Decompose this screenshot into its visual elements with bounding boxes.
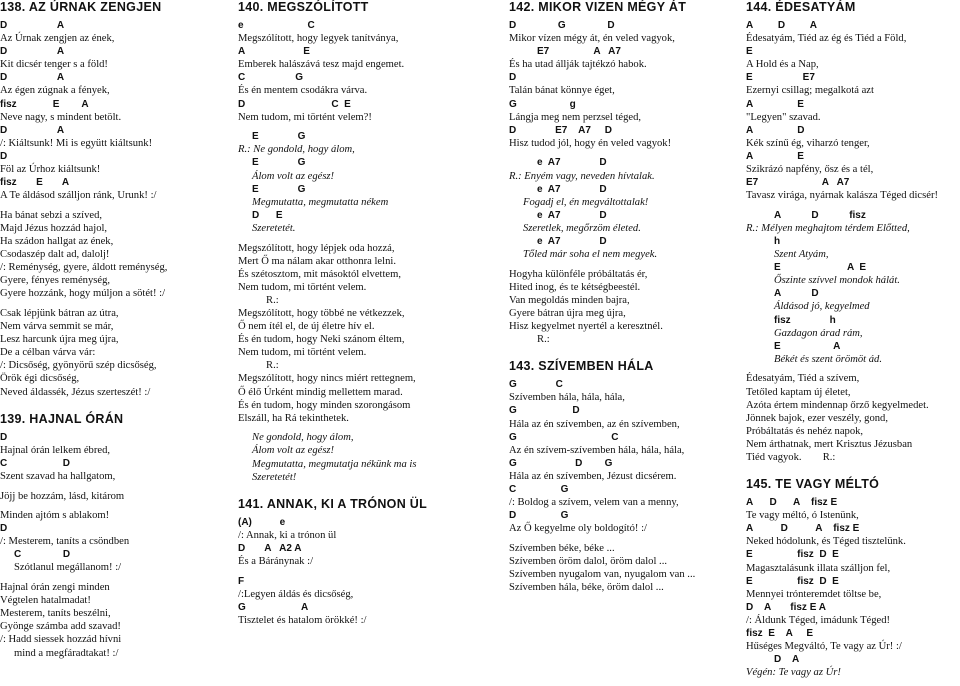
lyric-line: Szívemben nyugalom van, nyugalom van ... xyxy=(509,569,696,581)
lyric-line: És én tudom, hogy minden szorongásom xyxy=(238,399,411,411)
lyric-line: R.: Ne gondold, hogy álom, xyxy=(238,144,355,156)
chord-line: fisz E A xyxy=(0,177,70,189)
lyric-line: Megmutatta, megmutatta nékem xyxy=(252,196,389,208)
lyric-line: Hajnal órán lelkem ébred, xyxy=(0,444,111,456)
chord-line: (A) e xyxy=(238,516,286,528)
lyric-line: Szívemben hála, béke, öröm dalol ... xyxy=(509,582,664,594)
lyric-line: Gazdagon árad rám, xyxy=(774,327,863,339)
lyric-line: "Legyen" szavad. xyxy=(746,111,821,123)
lyric-line: Kék színű ég, viharzó tenger, xyxy=(746,137,870,149)
refrain-mark: R.: xyxy=(266,294,279,306)
refrain-mark: R.: xyxy=(537,334,550,346)
lyric-line: Szikrázó napfény, ősz és a tél, xyxy=(746,164,874,176)
lyric-line: Fogadj el, én megváltottalak! xyxy=(523,196,649,208)
lyric-line: /: Reménység, gyere, áldott reménység, xyxy=(0,262,168,274)
lyric-line: A Hold és a Nap, xyxy=(746,59,819,71)
chord-line: G g xyxy=(509,98,576,110)
lyric-line: /: Hadd siessek hozzád hívni xyxy=(0,634,122,646)
song-title: 142. MIKOR VIZEN MÉGY ÁT xyxy=(509,0,687,14)
chord-line: A E xyxy=(238,46,310,58)
chord-line: D A fisz E A xyxy=(746,601,827,613)
lyric-line: Próbáltatás és nehéz napok, xyxy=(746,425,864,437)
lyric-line: Örök égi dicsőség, xyxy=(0,373,80,385)
lyric-line: Az Úrnak zengjen az ének, xyxy=(0,33,115,45)
lyric-line: Szeretlek, megőrzöm életed. xyxy=(523,222,641,234)
lyric-line: Neked hódolunk, és Téged tisztelünk. xyxy=(746,536,906,548)
chord-line: E fisz D E xyxy=(746,549,839,561)
chord-line: D E xyxy=(252,209,283,221)
chord-line: A D A fisz E xyxy=(746,523,860,535)
chord-line: A D fisz xyxy=(774,209,866,221)
lyric-line: Lesz harcunk újra meg újra, xyxy=(0,334,119,346)
song-title: 141. ANNAK, KI A TRÓNON ÜL xyxy=(238,496,428,511)
chord-line: fisz h xyxy=(774,314,836,326)
chord-line: A E xyxy=(746,98,804,110)
lyric-line: Majd Jézus hozzád hajol, xyxy=(0,222,108,234)
lyric-line: Szeretetét. xyxy=(252,222,296,234)
lyric-line: Álom volt az egész! xyxy=(252,170,335,182)
chord-line: D xyxy=(509,72,517,84)
lyric-line: Ha szádon hallgat az ének, xyxy=(0,236,114,247)
lyric-line: Édesatyám, Tiéd az ég és Tiéd a Föld, xyxy=(746,33,907,45)
lyric-line: Gyere bátran újra meg újra, xyxy=(509,307,626,319)
lyric-line: /: Dicsőség, gyönyörű szép dicsőség, xyxy=(0,360,157,372)
lyric-line: Az Ő kegyelme oly boldogító! :/ xyxy=(509,523,647,535)
chord-line: C D xyxy=(14,549,71,561)
chord-line: E7 A A7 xyxy=(746,177,850,189)
chord-line: D E7 A7 D xyxy=(509,124,612,136)
song-title: 140. MEGSZÓLÍTOTT xyxy=(238,0,369,14)
lyric-line: /: Kiáltsunk! Mi is együtt kiáltsunk! xyxy=(0,137,153,149)
lyric-line: Ha bánat sebzi a szíved, xyxy=(0,209,103,221)
lyric-line: Szívemben hála, hála, hála, xyxy=(509,392,625,404)
chord-line: D A xyxy=(0,46,65,58)
chord-line: D G xyxy=(509,510,569,522)
chord-line: A E xyxy=(746,150,804,162)
lyric-line: Elszáll, ha Rá tekinthetek. xyxy=(238,412,349,424)
lyric-line: Gyönge számba add szavad! xyxy=(0,621,121,633)
chord-line: G D G xyxy=(509,457,613,469)
lyric-line: Szent szavad ha hallgatom, xyxy=(0,470,116,482)
lyric-line: Békét és szent örömöt ád. xyxy=(774,353,882,365)
lyric-line: Őszinte szívvel mondok hálát. xyxy=(774,275,900,287)
lyric-line: Talán bánat könnye éget, xyxy=(509,85,615,97)
lyric-line: Megmutatta, megmutatja nékünk ma is xyxy=(252,458,417,470)
lyric-line: Hála az én szívemben, Jézust dicsérem. xyxy=(509,470,677,482)
lyric-line: Tavasz virága, nyárnak kalásza Téged dicsér! xyxy=(746,190,939,202)
lyric-line: Lángja meg nem perzsel téged, xyxy=(509,111,642,123)
lyric-line: mind a megfáradtakat! :/ xyxy=(14,647,119,659)
lyric-line: Te vagy méltó, ó Istenünk, xyxy=(746,510,859,522)
lyric-line: Az én szívem-szívemben hála, hála, hála, xyxy=(509,444,685,456)
chord-line: e A7 D xyxy=(537,183,607,195)
lyric-line: Szívemben öröm dalol, öröm dalol ... xyxy=(509,555,667,567)
lyric-line: Hogyha különféle próbáltatás ér, xyxy=(509,268,648,280)
column-3 xyxy=(509,0,735,594)
chord-line: e A7 D xyxy=(537,209,607,221)
lyric-line: Édesatyám, Tiéd a szívem, xyxy=(746,373,860,385)
chord-line: e A7 D xyxy=(537,236,607,247)
lyric-line: És a Báránynak :/ xyxy=(238,555,314,567)
lyric-line: Azóta értem mindennap őrző kegyelmedet. xyxy=(746,399,929,411)
lyric-line: /: Áldunk Téged, imádunk Téged! xyxy=(746,614,891,626)
lyric-line: Gyere hozzánk, hogy múljon a sötét! :/ xyxy=(0,288,166,300)
lyric-line: Ne gondold, hogy álom, xyxy=(252,432,354,444)
chord-line: G D xyxy=(509,405,580,417)
chord-line: E A xyxy=(774,340,841,352)
lyric-line: Ezernyi csillag; megalkotá azt xyxy=(746,85,874,97)
lyric-line: Álom volt az egész! xyxy=(252,445,335,457)
lyric-line: /: Mesterem, taníts a csöndben xyxy=(0,536,130,548)
chord-line: E fisz D E xyxy=(746,575,839,587)
chord-line: E E7 xyxy=(746,72,815,84)
chord-line: A D A fisz E xyxy=(746,497,838,509)
lyric-line: Csak lépjünk bátran az útra, xyxy=(0,307,119,319)
lyric-line: Szeretetét! xyxy=(252,471,297,483)
lyric-line: Megszólított, hogy többé ne vétkezzek, xyxy=(238,307,405,319)
chord-line: D A xyxy=(0,72,65,84)
chord-line: fisz E A xyxy=(0,98,89,110)
lyric-line: Szívemben béke, béke ... xyxy=(509,542,615,554)
song-title: 138. AZ ÚRNAK ZENGJEN xyxy=(0,0,162,14)
chord-line: G C xyxy=(509,431,619,443)
chord-line: E G xyxy=(252,131,306,143)
lyric-line: Nem tudom, mi történt velem. xyxy=(238,281,367,293)
lyric-line: Hisz kegyelmet nyertél a keresztnél. xyxy=(509,321,663,333)
chord-line: E G xyxy=(252,157,306,169)
lyric-line: Nem tudom, mi történt velem. xyxy=(238,347,367,359)
lyric-line: Megszólított, hogy lépjek oda hozzá, xyxy=(238,242,395,254)
lyric-line: /: Annak, ki a trónon ül xyxy=(238,529,337,541)
lyric-line: Gyere, fényes reménység, xyxy=(0,275,111,287)
lyric-line: Végén: Te vagy az Úr! xyxy=(746,667,841,679)
lyric-line: Magasztalásunk illata szálljon fel, xyxy=(746,562,891,574)
chord-line: D A xyxy=(774,654,800,666)
lyric-line: Megszólított, hogy nincs miért rettegnem, xyxy=(238,373,416,385)
lyric-line: Minden ajtóm s ablakom! xyxy=(0,510,110,522)
lyric-line: Jönnek bajok, ezer veszély, gond, xyxy=(746,412,888,424)
chord-line: e A7 D xyxy=(537,157,607,169)
lyric-line: Mennyei trónteremdet töltse be, xyxy=(746,588,882,600)
chord-line: D xyxy=(0,431,8,443)
lyric-line: És szétosztom, mit másoktól elvettem, xyxy=(238,268,401,280)
chord-line: D A A2 A xyxy=(238,542,302,554)
lyric-line: Ő élő Úrként mindig mellettem marad. xyxy=(238,386,403,398)
lyric-line: R.: Enyém vagy, neveden hívtalak. xyxy=(509,170,655,182)
lyric-line: Hited inog, és te kétségbeestél. xyxy=(509,281,641,293)
lyric-line: Áldásod jó, kegyelmed xyxy=(774,301,870,313)
chord-line: F xyxy=(238,575,245,587)
lyric-line: Hála az én szívemben, az én szívemben, xyxy=(509,418,680,430)
lyric-line: Tiéd vagyok. R.: xyxy=(746,452,836,463)
chord-line: A D xyxy=(774,288,819,300)
chord-line: D xyxy=(0,150,8,162)
lyric-line: Nem tudom, mi történt velem?! xyxy=(238,111,372,123)
chord-line: D G D xyxy=(509,20,615,31)
song-title: 145. TE VAGY MÉLTÓ xyxy=(746,477,880,492)
lyric-line: /:Legyen áldás és dicsőség, xyxy=(238,588,354,600)
lyric-line: Föl az Úrhoz kiáltsunk! xyxy=(0,164,101,176)
chord-line: D C E xyxy=(238,98,351,110)
lyric-line: Nem várva semmit se már, xyxy=(0,321,114,333)
lyric-line: Szótlanul megállanom! :/ xyxy=(14,562,122,574)
lyric-line: A Te áldásod szálljon ránk, Urunk! :/ xyxy=(0,190,157,202)
song-title: 144. ÉDESATYÁM xyxy=(746,0,856,14)
lyric-line: Ő nem ítél el, de új életre hív el. xyxy=(238,321,375,333)
lyric-line: Hisz tudod jól, hogy én veled vagyok! xyxy=(509,137,672,149)
lyric-line: Hűséges Megváltó, Te vagy az Úr! :/ xyxy=(746,641,902,653)
lyric-line: Neved áldassék, Jézus szerteszét! :/ xyxy=(0,386,151,398)
chord-line: C D xyxy=(0,457,71,469)
chord-line: D A xyxy=(0,124,65,136)
lyric-line: Mikor vízen mégy át, én veled vagyok, xyxy=(509,33,675,45)
chord-line: G A xyxy=(238,601,309,613)
chord-line: D xyxy=(0,523,8,535)
lyric-line: Neve nagy, s mindent betölt. xyxy=(0,111,122,123)
chord-line: G C xyxy=(509,379,563,391)
lyric-line: Tőled már soha el nem megyek. xyxy=(523,249,658,261)
song-title: 139. HAJNAL ÓRÁN xyxy=(0,411,124,426)
lyric-line: /: Boldog a szívem, velem van a menny, xyxy=(509,497,679,509)
chord-line: E A E xyxy=(774,262,867,274)
lyric-line: És ha utad állják tajtékzó habok. xyxy=(509,59,647,71)
lyric-line: De a célban várva vár: xyxy=(0,347,96,359)
lyric-line: Szent Atyám, xyxy=(774,249,829,261)
lyric-line: Van megoldás minden bajra, xyxy=(509,294,630,306)
lyric-line: Végtelen hatalmadat! xyxy=(0,595,91,607)
lyric-line: Emberek halászává tesz majd engemet. xyxy=(238,59,405,71)
column-4 xyxy=(746,0,960,679)
column-1 xyxy=(0,0,222,660)
chord-line: E G xyxy=(252,183,306,195)
chord-line: h xyxy=(774,236,781,247)
chord-line: D A xyxy=(0,20,65,31)
lyric-line: Megszólított, hogy legyek tanítványa, xyxy=(238,33,399,45)
lyric-line: Tisztelet és hatalom örökké! :/ xyxy=(238,614,367,626)
lyric-line: Mesterem, taníts beszélni, xyxy=(0,608,111,620)
refrain-mark: R.: xyxy=(266,360,279,372)
lyric-line: Tetőled kaptam új életet, xyxy=(746,386,851,398)
lyric-line: Csodaszép dalt ad, dalolj! xyxy=(0,249,110,261)
lyric-line: Kit dicsér tenger s a föld! xyxy=(0,59,108,71)
lyric-line: És én tudom, hogy Neki szánom éltem, xyxy=(238,334,405,346)
chord-line: A D xyxy=(746,124,805,136)
chord-line: C G xyxy=(509,484,569,495)
chord-line: E7 A A7 xyxy=(537,46,621,58)
chord-line: E xyxy=(746,46,753,58)
chord-line: e C xyxy=(238,20,315,31)
lyric-line: Hajnal órán zengi minden xyxy=(0,582,110,594)
chord-line: A D A xyxy=(746,20,817,31)
lyric-line: És én mentem csodákra várva. xyxy=(238,85,368,97)
lyric-line: Jöjj be hozzám, lásd, kitárom xyxy=(0,490,125,502)
column-2 xyxy=(238,0,474,627)
lyric-line: Mert Ő ma nálam akar otthonra lelni. xyxy=(238,255,396,267)
chord-line: fisz E A E xyxy=(746,628,814,640)
lyric-line: Az égen zúgnak a fények, xyxy=(0,85,110,97)
lyric-line: Nem árthatnak, mert Krisztus Jézusban xyxy=(746,438,913,450)
song-title: 143. SZÍVEMBEN HÁLA xyxy=(509,359,654,374)
lyric-line: R.: Mélyen meghajtom térdem Előtted, xyxy=(746,222,910,234)
chord-line: C G xyxy=(238,72,304,84)
